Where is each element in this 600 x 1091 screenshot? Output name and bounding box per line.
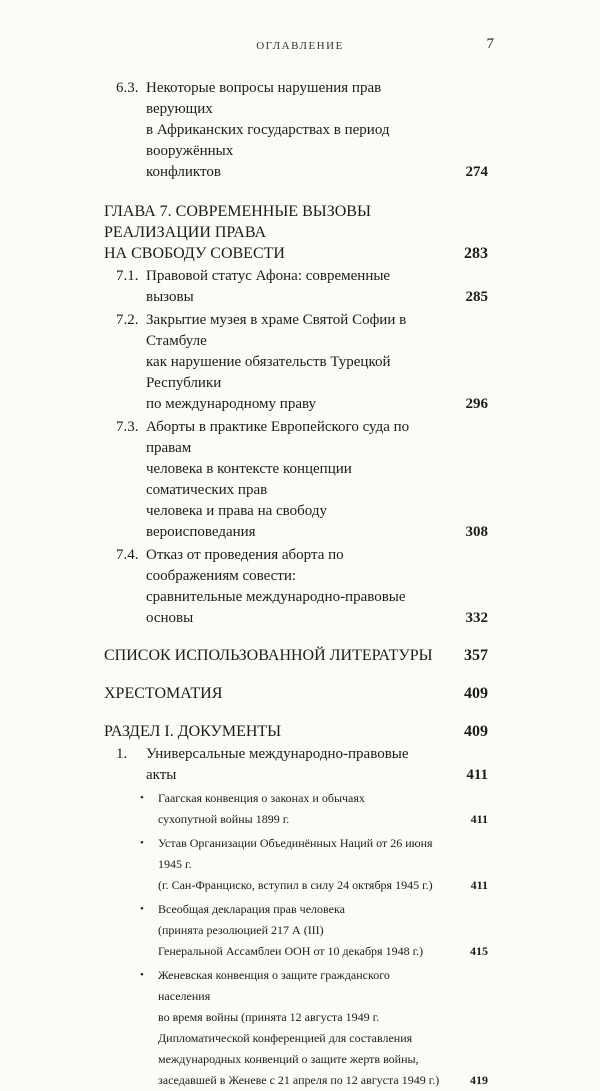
entry-title-line: Аборты в практике Европейского суда по правам [146,419,410,456]
toc-entry [104,721,488,742]
toc-entry [104,899,488,962]
entry-title-line: ГЛАВА 7. СОВРЕМЕННЫЕ ВЫЗОВЫ РЕАЛИЗАЦИИ ПРАВА [104,203,371,241]
entry-title-line: по международному праву [146,396,317,412]
entry-title-line: как нарушение обязательств Турецкой Республики [146,354,391,391]
entry-number: 1. [116,746,128,762]
entry-number: 6.3. [116,80,139,96]
entry-page-number: 415 [470,944,488,958]
entry-title-line: (принята резолюцией 217 А (III) [158,923,324,937]
toc-entry [104,266,488,308]
entry-title-line: Дипломатической конференцией для составления [158,1031,413,1045]
entry-title-line: Женевская конвенция о защите гражданского населения [158,968,390,1003]
entry-title-line: сухопутной войны 1899 г. [158,812,290,826]
entry-title-line: РАЗДЕЛ I. ДОКУМЕНТЫ [104,723,282,740]
entry-title-line: Универсальные международно-правовые акты [146,746,409,783]
bullet-icon: • [140,969,144,981]
table-of-contents [104,78,488,1091]
bullet-icon: • [140,792,144,804]
entry-title-line: международных конвенций о защите жертв войны, [158,1052,419,1066]
entry-title-line: (г. Сан-Франциско, вступил в силу 24 октября 1945 г.) [158,878,433,892]
entry-page-number: 332 [465,610,488,626]
entry-page-number: 411 [466,767,488,783]
entry-page-number: 357 [464,647,488,664]
entry-title-line: во время войны (принята 12 августа 1949 г. [158,1010,380,1024]
toc-entry [104,833,488,896]
entry-title-line: НА СВОБОДУ СОВЕСТИ [104,245,285,262]
running-head: ОГЛАВЛЕНИЕ [256,40,344,52]
bullet-icon: • [140,903,144,915]
entry-title-line: Закрытие музея в храме Святой Софии в Стамбуле [146,312,407,349]
entry-title-line: в Африканских государствах в период вооружённых [146,122,390,159]
toc-entry [104,310,488,415]
entry-title-line: заседавшей в Женеве с 21 апреля по 12 августа 1949 г.) [158,1073,440,1087]
toc-entry [104,545,488,629]
entry-title-line: Всеобщая декларация прав человека [158,902,345,916]
entry-title-line: сравнительные международно-правовые основы [146,589,406,626]
entry-page-number: 285 [465,289,488,305]
entry-title-line: Генеральной Ассамблеи ООН от 10 декабря 1948 г.) [158,944,424,958]
entry-page-number: 274 [465,164,488,180]
entry-page-number: 283 [464,245,488,262]
entry-title-line: Правовой статус Афона: современные вызовы [146,268,391,305]
entry-number: 7.2. [116,312,139,328]
toc-entry [104,201,488,264]
entry-title-line: Отказ от проведения аборта по соображениям совести: [146,547,344,584]
entry-title-line: конфликтов [146,164,221,180]
bullet-icon: • [140,837,144,849]
entry-title-line: Гаагская конвенция о законах и обычаях [158,791,365,805]
entry-page-number: 419 [470,1073,488,1087]
entry-page-number: 411 [470,878,488,892]
toc-entry [104,744,488,786]
toc-entry [104,683,488,704]
entry-number: 7.4. [116,547,139,563]
toc-entry [104,788,488,830]
entry-title-line: человека и права на свободу вероисповедания [146,503,327,540]
page-number: 7 [486,36,494,52]
entry-page-number: 409 [464,685,488,702]
entry-title-line: СПИСОК ИСПОЛЬЗОВАННОЙ ЛИТЕРАТУРЫ [104,647,433,664]
entry-number: 7.3. [116,419,139,435]
entry-page-number: 296 [465,396,488,412]
toc-entry [104,78,488,183]
entry-page-number: 411 [470,812,488,826]
entry-number: 7.1. [116,268,139,284]
entry-title-line: человека в контексте концепции соматических прав [146,461,352,498]
toc-entry [104,965,488,1091]
toc-entry [104,645,488,666]
toc-entry [104,417,488,543]
entry-title-line: ХРЕСТОМАТИЯ [104,685,223,702]
entry-title-line: Некоторые вопросы нарушения прав верующих [146,80,382,117]
entry-title-line: Устав Организации Объединённых Наций от 26 июня 1945 г. [158,836,433,871]
entry-page-number: 308 [465,524,488,540]
entry-page-number: 409 [464,723,488,740]
